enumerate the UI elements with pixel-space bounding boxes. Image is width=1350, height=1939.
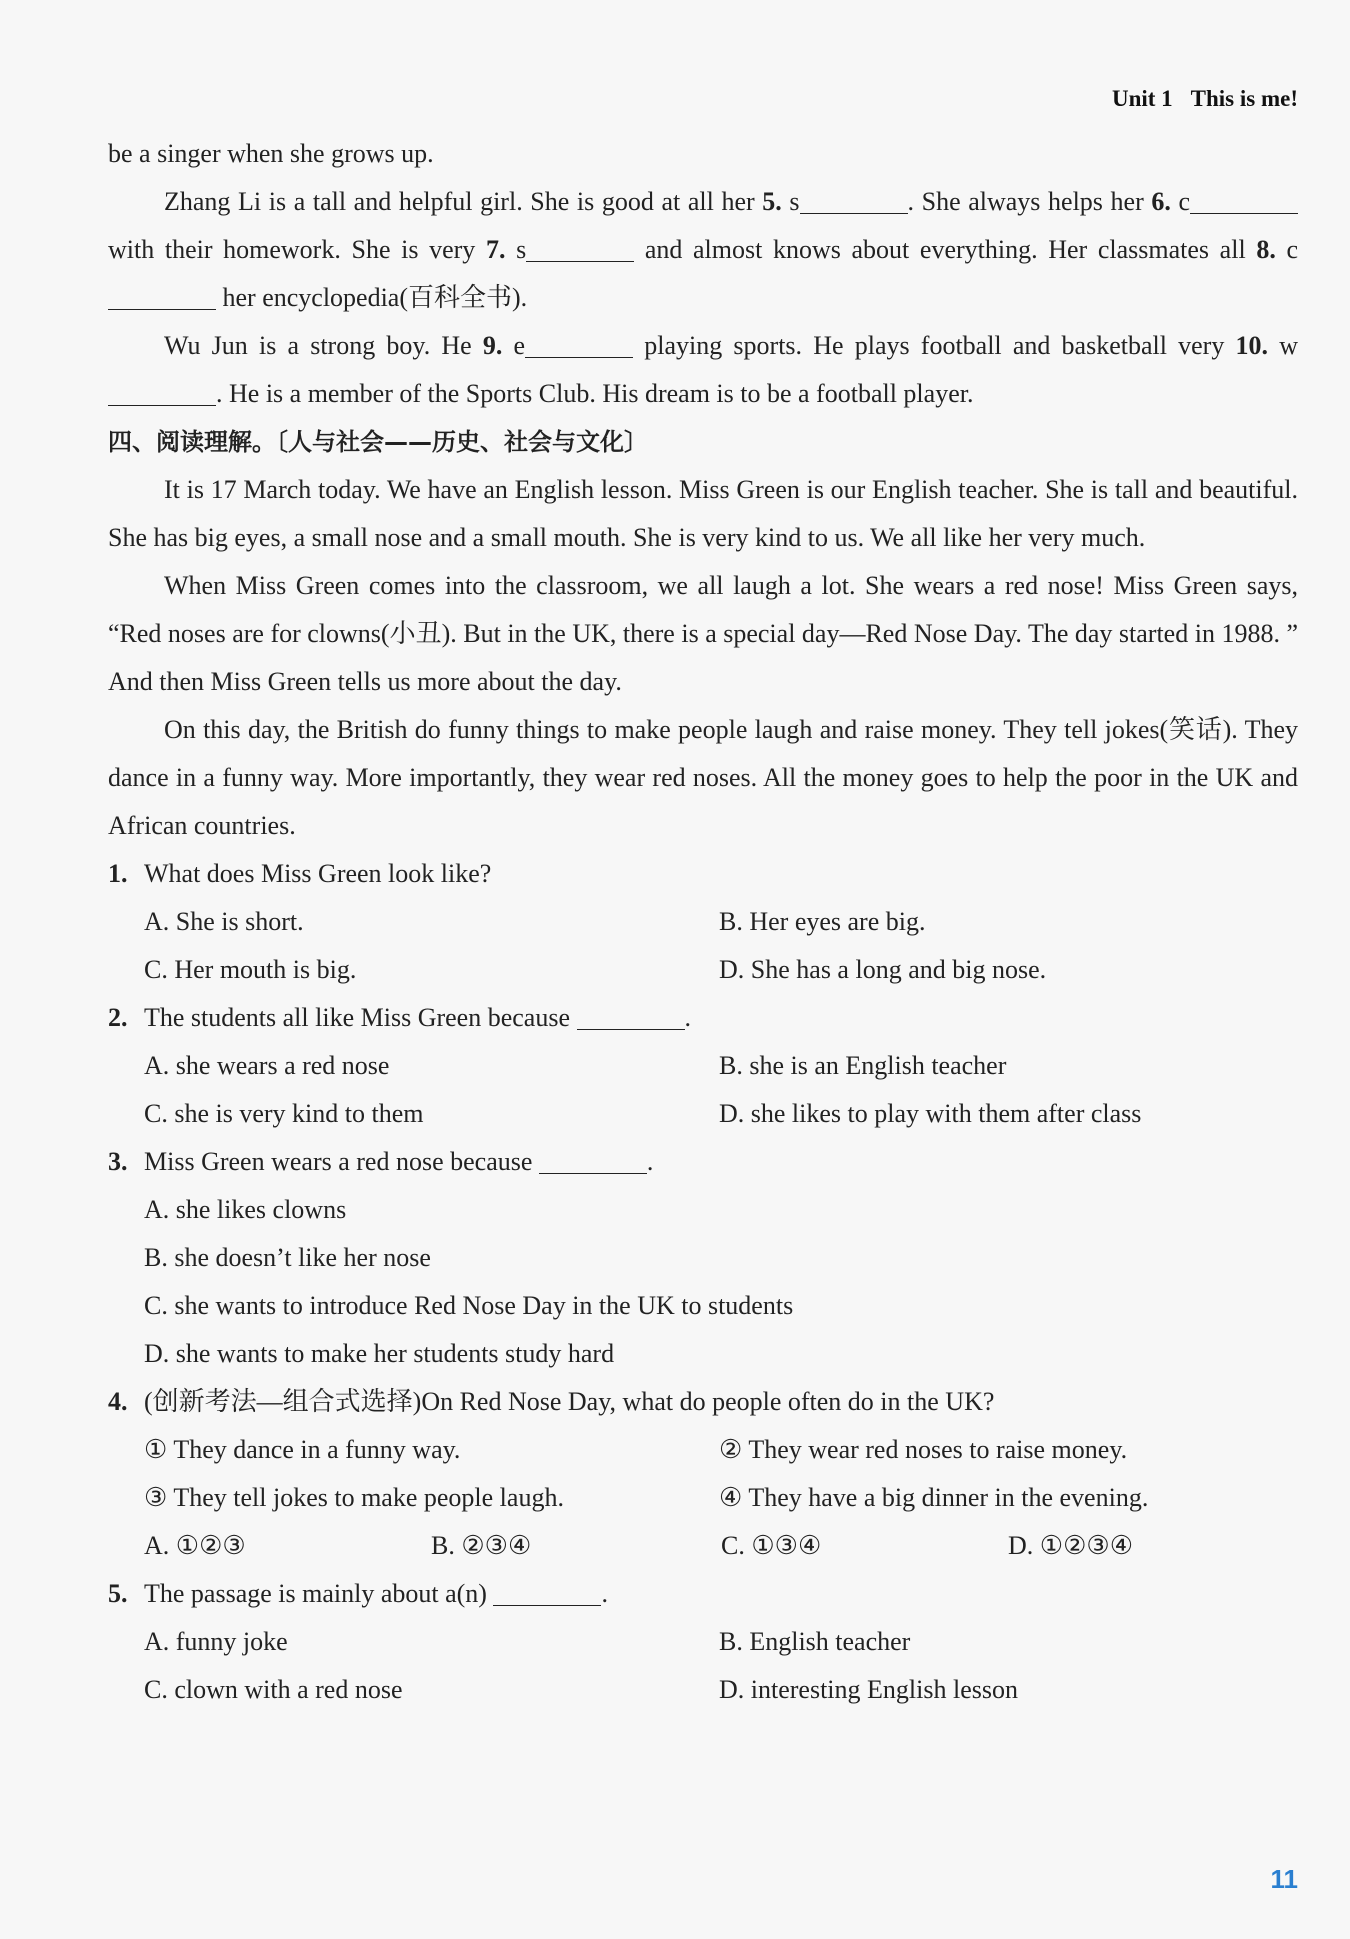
option-d[interactable]: D. She has a long and big nose. — [719, 955, 1047, 984]
answer-blank-6[interactable] — [1190, 187, 1298, 214]
unit-label: Unit 1 — [1111, 86, 1173, 111]
question-2 — [108, 994, 1298, 1138]
blank-letter: c — [1275, 235, 1298, 264]
answer-blank[interactable] — [539, 1147, 647, 1174]
blank-letter: e — [502, 331, 526, 360]
statement-4: ④ They have a big dinner in the evening. — [719, 1483, 1149, 1512]
blank-number: 9. — [482, 331, 503, 360]
section-heading: 四、阅读理解。〔人与社会——历史、社会与文化〕 — [108, 428, 648, 456]
question-stem: What does Miss Green look like? — [144, 859, 492, 888]
option-d[interactable]: D. interesting English lesson — [719, 1675, 1018, 1704]
unit-title: This is me! — [1190, 86, 1298, 111]
option-b[interactable]: B. ②③④ — [431, 1531, 532, 1560]
answer-blank-7[interactable] — [526, 235, 634, 262]
question-number: 3. — [108, 1147, 128, 1176]
statement-2: ② They wear red noses to raise money. — [719, 1435, 1128, 1464]
blank-number: 8. — [1256, 235, 1276, 264]
reading-paragraph-2: When Miss Green comes into the classroom, we all laugh a lot. She wears a red nose! Miss Green says, “Red noses are for clowns(小丑). But in the UK, there is a special day—Red Nose Day. The day started in 1988. ” And then Miss Green tells us more about the day. — [108, 571, 1298, 696]
option-a[interactable]: A. ①②③ — [144, 1531, 246, 1560]
paragraph-zhang-li — [108, 178, 1298, 322]
option-b[interactable]: B. Her eyes are big. — [719, 907, 926, 936]
text: her encyclopedia(百科全书). — [216, 283, 528, 312]
blank-number: 10. — [1235, 331, 1269, 360]
text: . She always helps her — [907, 187, 1152, 216]
page-number: 11 — [1270, 1864, 1298, 1894]
reading-paragraph-3: On this day, the British do funny things to make people laugh and raise money. They tell jokes(笑话). They dance in a funny way. More importantly, they wear red noses. All the money goes to help the poor in the UK and African countries. — [108, 715, 1298, 840]
reading-paragraph-1: It is 17 March today. We have an English lesson. Miss Green is our English teacher. She is tall and beautiful. She has big eyes, a small nose and a small mouth. She is very kind to us. We all like her very much. — [108, 475, 1298, 552]
question-tail: . — [601, 1579, 608, 1608]
passage-line: be a singer when she grows up. — [108, 139, 434, 168]
question-3 — [108, 1138, 1298, 1378]
blank-number: 6. — [1151, 187, 1171, 216]
question-tail: . — [646, 1147, 654, 1176]
statement-1: ① They dance in a funny way. — [144, 1435, 461, 1464]
answer-blank-9[interactable] — [525, 331, 633, 358]
paragraph-wu-jun — [108, 322, 1298, 418]
blank-number: 7. — [485, 235, 506, 264]
blank-letter: c — [1170, 187, 1190, 216]
option-a[interactable]: A. funny joke — [144, 1627, 288, 1656]
text: Zhang Li is a tall and helpful girl. She is good at all her — [164, 187, 763, 216]
question-number: 4. — [108, 1387, 128, 1416]
text: with their homework. She is very — [108, 235, 486, 264]
question-stem: (创新考法—组合式选择)On Red Nose Day, what do people often do in the UK? — [144, 1387, 995, 1416]
text: and almost knows about everything. Her classmates all — [634, 235, 1257, 264]
answer-blank[interactable] — [493, 1579, 601, 1606]
answer-blank[interactable] — [577, 1003, 685, 1030]
option-c[interactable]: C. Her mouth is big. — [144, 955, 357, 984]
option-a[interactable]: A. she likes clowns — [144, 1195, 347, 1224]
option-c[interactable]: C. she wants to introduce Red Nose Day in the UK to students — [144, 1291, 794, 1320]
option-d[interactable]: D. she likes to play with them after class — [719, 1099, 1142, 1128]
blank-number: 5. — [762, 187, 782, 216]
question-stem: The passage is mainly about a(n) — [144, 1579, 487, 1608]
answer-blank-10[interactable] — [108, 379, 216, 406]
text: . He is a member of the Sports Club. His dream is to be a football player. — [216, 379, 974, 408]
text: playing sports. He plays football and basketball very — [633, 331, 1236, 360]
option-b[interactable]: B. English teacher — [719, 1627, 911, 1656]
question-5 — [108, 1570, 1298, 1714]
question-number: 5. — [108, 1579, 128, 1608]
question-1 — [108, 850, 1298, 994]
question-number: 2. — [108, 1003, 128, 1032]
option-d[interactable]: D. ①②③④ — [1008, 1531, 1134, 1560]
question-stem: The students all like Miss Green because — [144, 1003, 570, 1032]
answer-blank-5[interactable] — [800, 187, 908, 214]
option-b[interactable]: B. she doesn’t like her nose — [144, 1243, 431, 1272]
question-4 — [108, 1378, 1298, 1570]
page-content — [108, 130, 1298, 1714]
blank-letter: s — [505, 235, 527, 264]
option-a[interactable]: A. she wears a red nose — [144, 1051, 390, 1080]
option-a[interactable]: A. She is short. — [144, 907, 304, 936]
text: Wu Jun is a strong boy. He — [164, 331, 483, 360]
option-d[interactable]: D. she wants to make her students study hard — [144, 1339, 615, 1368]
statement-3: ③ They tell jokes to make people laugh. — [144, 1483, 564, 1512]
question-number: 1. — [108, 859, 128, 888]
blank-letter: w — [1268, 331, 1298, 360]
page-header — [1094, 86, 1298, 112]
question-tail: . — [684, 1003, 691, 1032]
option-b[interactable]: B. she is an English teacher — [719, 1051, 1007, 1080]
option-c[interactable]: C. she is very kind to them — [144, 1099, 424, 1128]
option-c[interactable]: C. ①③④ — [721, 1531, 822, 1560]
option-c[interactable]: C. clown with a red nose — [144, 1675, 403, 1704]
question-stem: Miss Green wears a red nose because — [144, 1147, 533, 1176]
blank-letter: s — [781, 187, 800, 216]
answer-blank-8[interactable] — [108, 283, 216, 310]
